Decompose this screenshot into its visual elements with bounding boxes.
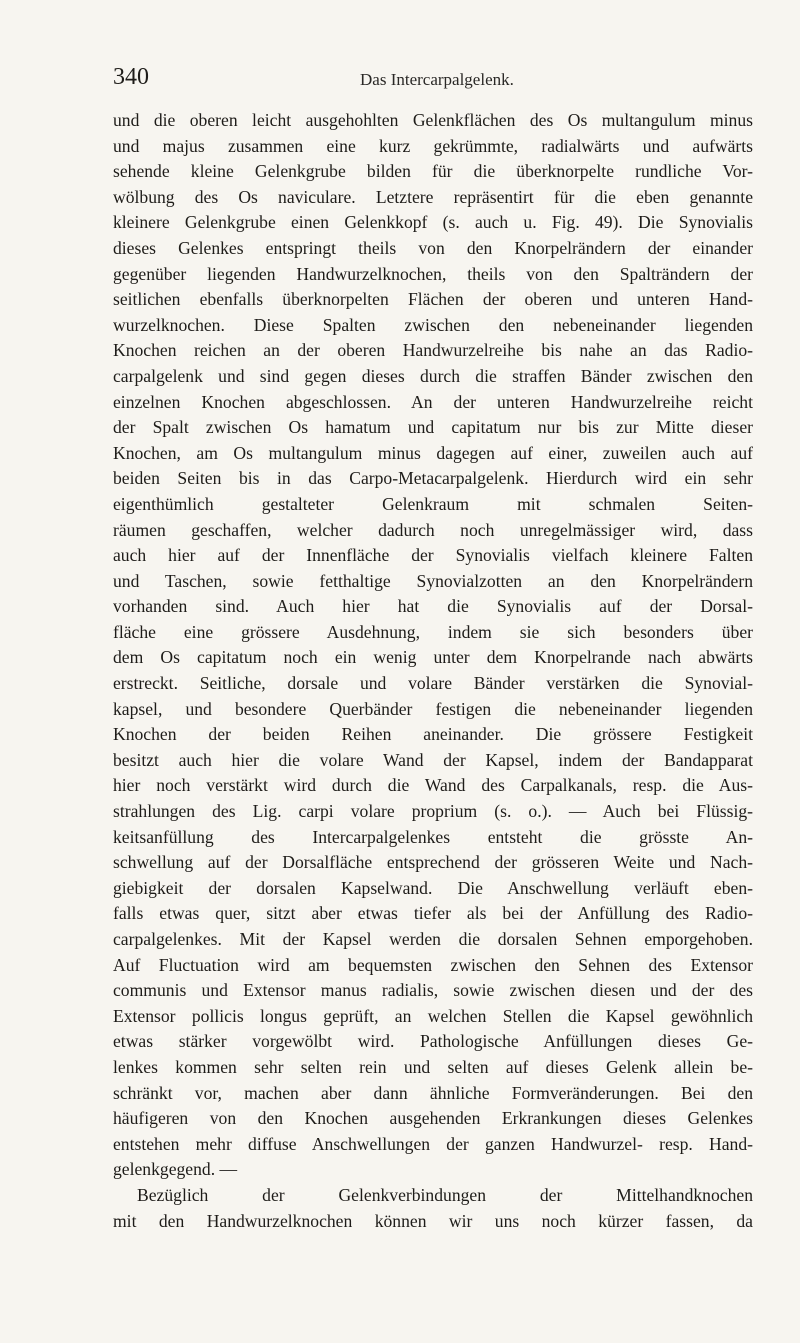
text-line: strahlungen des Lig. carpi volare proprium (s. o.). — Auch bei Flüssig- <box>113 801 753 822</box>
text-line: carpalgelenkes. Mit der Kapsel werden die dorsalen Sehnen emporgehoben. <box>113 929 753 949</box>
text-line: Auf Fluctuation wird am bequemsten zwischen den Sehnen des Extensor <box>113 954 753 975</box>
text-line: Extensor pollicis longus geprüft, an welchen Stellen die Kapsel gewöhnlich <box>113 1005 753 1026</box>
text-line: erstreckt. Seitliche, dorsale und volare Bänder verstärken die Synovial- <box>113 673 753 694</box>
text-line: communis und Extensor manus radialis, sowie zwischen diesen und der des <box>113 980 753 1001</box>
text-line: sehende kleine Gelenkgrube bilden für die überknorpelte rundliche Vor- <box>113 161 753 182</box>
text-line: gegenüber liegenden Handwurzelknochen, theils von den Spalträndern der <box>113 263 753 284</box>
text-line: wölbung des Os naviculare. Letztere repräsentirt für die eben genannte <box>113 186 753 207</box>
text-line: falls etwas quer, sitzt aber etwas tiefer als bei der Anfüllung des Radio- <box>113 903 753 924</box>
text-line: und die oberen leicht ausgehohlten Gelenkflächen des Os multangulum minus <box>113 110 753 130</box>
text-line: einzelnen Knochen abgeschlossen. An der unteren Handwurzelreihe reicht <box>113 391 753 412</box>
text-line: häufigeren von den Knochen ausgehenden Erkrankungen dieses Gelenkes <box>113 1108 753 1129</box>
text-line: kleinere Gelenkgrube einen Gelenkkopf (s. auch u. Fig. 49). Die Synovialis <box>113 212 753 233</box>
text-line: dem Os capitatum noch ein wenig unter dem Knorpelrande nach abwärts <box>113 647 753 668</box>
body-text <box>113 108 753 1234</box>
text-line: fläche eine grössere Ausdehnung, indem sie sich besonders über <box>113 621 753 642</box>
text-line: mit den Handwurzelknochen können wir uns noch kürzer fassen, da <box>113 1210 753 1231</box>
text-line: und Taschen, sowie fetthaltige Synovialzotten an den Knorpelrändern <box>113 570 753 591</box>
text-line: dieses Gelenkes entspringt theils von den Knorpelrändern der einander <box>113 237 753 258</box>
text-line: räumen geschaffen, welcher dadurch noch unregelmässiger wird, dass <box>113 519 753 540</box>
text-line: Knochen reichen an der oberen Handwurzelreihe bis nahe an das Radio- <box>113 340 753 361</box>
text-line: beiden Seiten bis in das Carpo-Metacarpalgelenk. Hierdurch wird ein sehr <box>113 468 753 489</box>
page-header <box>113 64 760 94</box>
text-line: und majus zusammen eine kurz gekrümmte, radialwärts und aufwärts <box>113 135 753 156</box>
text-line: entstehen mehr diffuse Anschwellungen der ganzen Handwurzel- resp. Hand- <box>113 1133 753 1154</box>
page-number: 340 <box>113 64 149 90</box>
text-line: lenkes kommen sehr selten rein und selten auf dieses Gelenk allein be- <box>113 1056 753 1077</box>
paragraph-end-line: gelenkgegend. — <box>113 1159 238 1180</box>
text-line: hier noch verstärkt wird durch die Wand des Carpalkanals, resp. die Aus- <box>113 775 753 796</box>
text-line: besitzt auch hier die volare Wand der Kapsel, indem der Bandapparat <box>113 749 753 770</box>
text-line: vorhanden sind. Auch hier hat die Synovialis auf der Dorsal- <box>113 596 753 617</box>
text-line: schränkt vor, machen aber dann ähnliche Formveränderungen. Bei den <box>113 1082 753 1103</box>
text-line: carpalgelenk und sind gegen dieses durch die straffen Bänder zwischen den <box>113 365 753 386</box>
text-line: auch hier auf der Innenfläche der Synovialis vielfach kleinere Falten <box>113 545 753 566</box>
text-line: Knochen, am Os multangulum minus dagegen auf einer, zuweilen auch auf <box>113 442 753 463</box>
text-line: kapsel, und besondere Querbänder festigen die nebeneinander liegenden <box>113 698 753 719</box>
running-title: Das Intercarpalgelenk. <box>360 70 514 89</box>
text-line: Knochen der beiden Reihen aneinander. Die grössere Festigkeit <box>113 724 753 745</box>
text-line: etwas stärker vorgewölbt wird. Pathologische Anfüllungen dieses Ge- <box>113 1031 753 1052</box>
text-line: keitsanfüllung des Intercarpalgelenkes entsteht die grösste An- <box>113 826 753 847</box>
paragraph-start-line: Bezüglich der Gelenkverbindungen der Mittelhandknochen <box>137 1184 753 1205</box>
text-line: giebigkeit der dorsalen Kapselwand. Die Anschwellung verläuft eben- <box>113 877 753 898</box>
text-line: wurzelknochen. Diese Spalten zwischen den nebeneinander liegenden <box>113 314 753 335</box>
text-line: eigenthümlich gestalteter Gelenkraum mit schmalen Seiten- <box>113 493 753 514</box>
text-line: schwellung auf der Dorsalfläche entsprechend der grösseren Weite und Nach- <box>113 852 753 873</box>
text-line: der Spalt zwischen Os hamatum und capitatum nur bis zur Mitte dieser <box>113 417 753 438</box>
text-line: seitlichen ebenfalls überknorpelten Flächen der oberen und unteren Hand- <box>113 289 753 310</box>
